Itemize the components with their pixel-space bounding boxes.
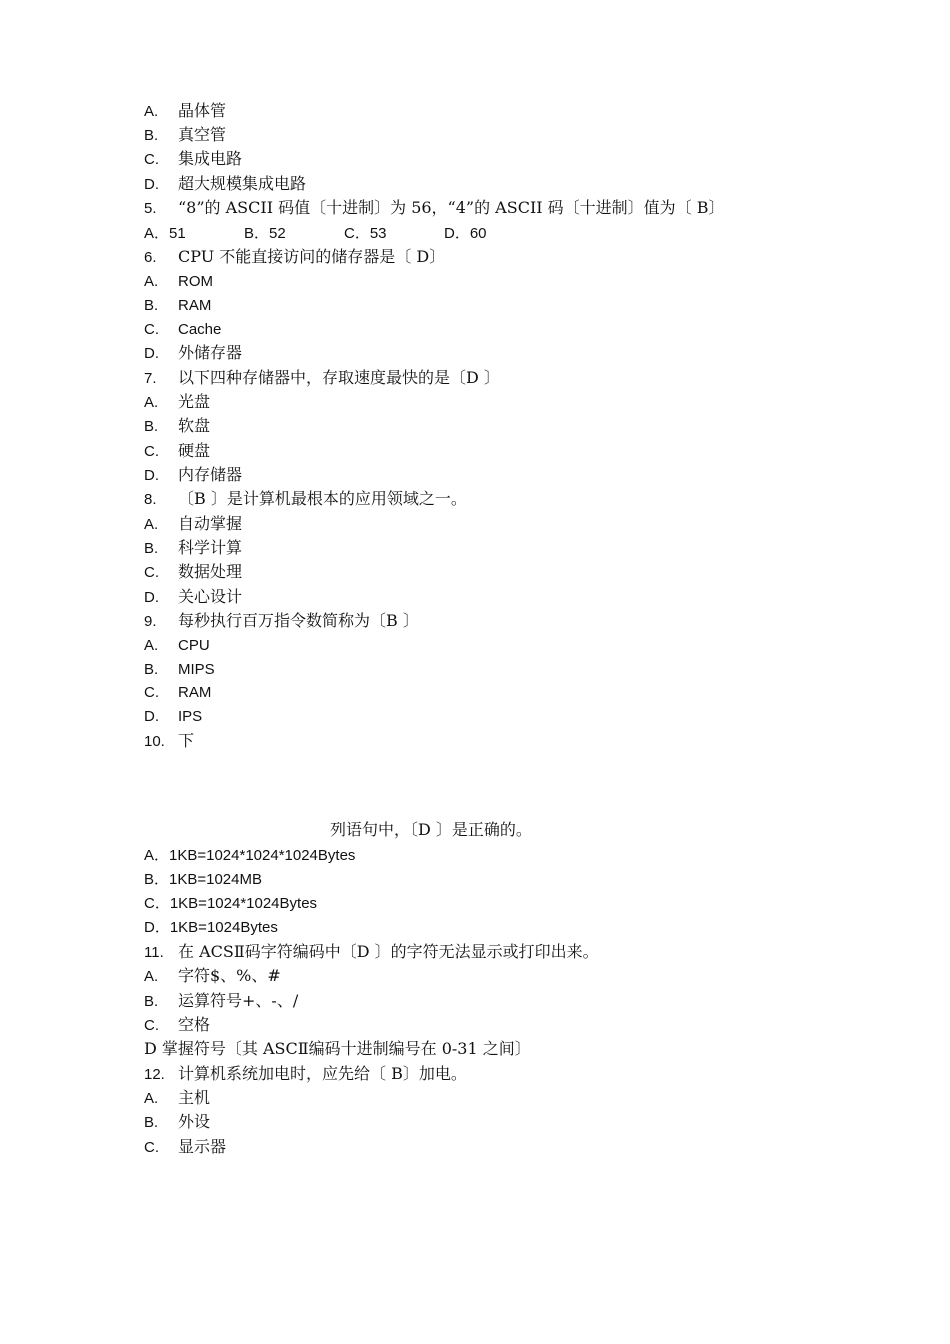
q6-option-b: B. RAM [144, 297, 212, 314]
q9-option-b: B. MIPS [144, 661, 215, 678]
q8-option-d: D. 关心设计 [144, 587, 243, 606]
q7-option-b: B. 软盘 [144, 416, 211, 435]
q6-option-d: D. 外储存器 [144, 343, 243, 362]
q9-option-c: C. RAM [144, 684, 212, 701]
q6-question: 6. CPU 不能直接访问的储存器是〔 D〕 [144, 247, 446, 266]
q9-option-a: A. CPU [144, 637, 210, 654]
q7-question: 7. 以下四种存储器中，存取速度最快的是〔D 〕 [144, 368, 500, 387]
q11-option-b: B. 运算符号+、-、/ [144, 991, 299, 1010]
q4-option-d: D. 超大规模集成电路 [144, 174, 307, 193]
q11-option-d: D 掌握符号〔其 ASCⅡ编码十进制编号在 0-31 之间〕 [144, 1039, 531, 1058]
q5-options [144, 221, 544, 245]
q12-option-a: A. 主机 [144, 1088, 211, 1107]
q6-option-a: A. ROM [144, 273, 213, 290]
q12-question: 12. 计算机系统加电时，应先给〔 B〕加电。 [144, 1064, 467, 1083]
q8-option-c: C. 数据处理 [144, 562, 243, 581]
q10-option-a: A．1KB=1024*1024*1024Bytes [144, 847, 356, 864]
q7-option-c: C. 硬盘 [144, 441, 211, 460]
q4-option-c: C. 集成电路 [144, 149, 243, 168]
q10-option-c: C．1KB=1024*1024Bytes [144, 895, 318, 912]
q5-option-d: D．60 [444, 225, 487, 242]
q5-option-a: A．51 [144, 225, 186, 242]
q11-question: 11. 在 ACSⅡ码字符编码中〔D 〕的字符无法显示或打印出来。 [144, 942, 599, 961]
q7-option-a: A. 光盘 [144, 392, 211, 411]
q8-option-a: A. 自动掌握 [144, 514, 243, 533]
q6-option-c: C. Cache [144, 321, 222, 338]
q4-option-b: B. 真空管 [144, 125, 227, 144]
q11-option-c: C. 空格 [144, 1015, 211, 1034]
q9-question: 9. 每秒执行百万指令数简称为〔B 〕 [144, 611, 419, 630]
q10-question-continued: 列语句中，〔D 〕是正确的。 [330, 820, 532, 839]
q7-option-d: D. 内存储器 [144, 465, 243, 484]
q8-question: 8. 〔B 〕是计算机最根本的应用领域之一。 [144, 489, 467, 508]
q12-option-c: C. 显示器 [144, 1137, 227, 1156]
q5-option-b: B．52 [244, 225, 286, 242]
q5-question: 5. “8”的 ASCII 码值〔十进制〕为 56，“4”的 ASCII 码〔十进制〕值为〔 B〕 [144, 198, 725, 217]
q9-option-d: D. IPS [144, 708, 203, 725]
q10-question-start: 10. 下 [144, 731, 195, 750]
q10-option-b: B．1KB=1024MB [144, 871, 262, 888]
q12-option-b: B. 外设 [144, 1112, 211, 1131]
q5-option-c: C．53 [344, 225, 387, 242]
q10-option-d: D．1KB=1024Bytes [144, 919, 278, 936]
q8-option-b: B. 科学计算 [144, 538, 243, 557]
q11-option-a: A. 字符$、%、# [144, 966, 281, 985]
q4-option-a: A. 晶体管 [144, 101, 227, 120]
